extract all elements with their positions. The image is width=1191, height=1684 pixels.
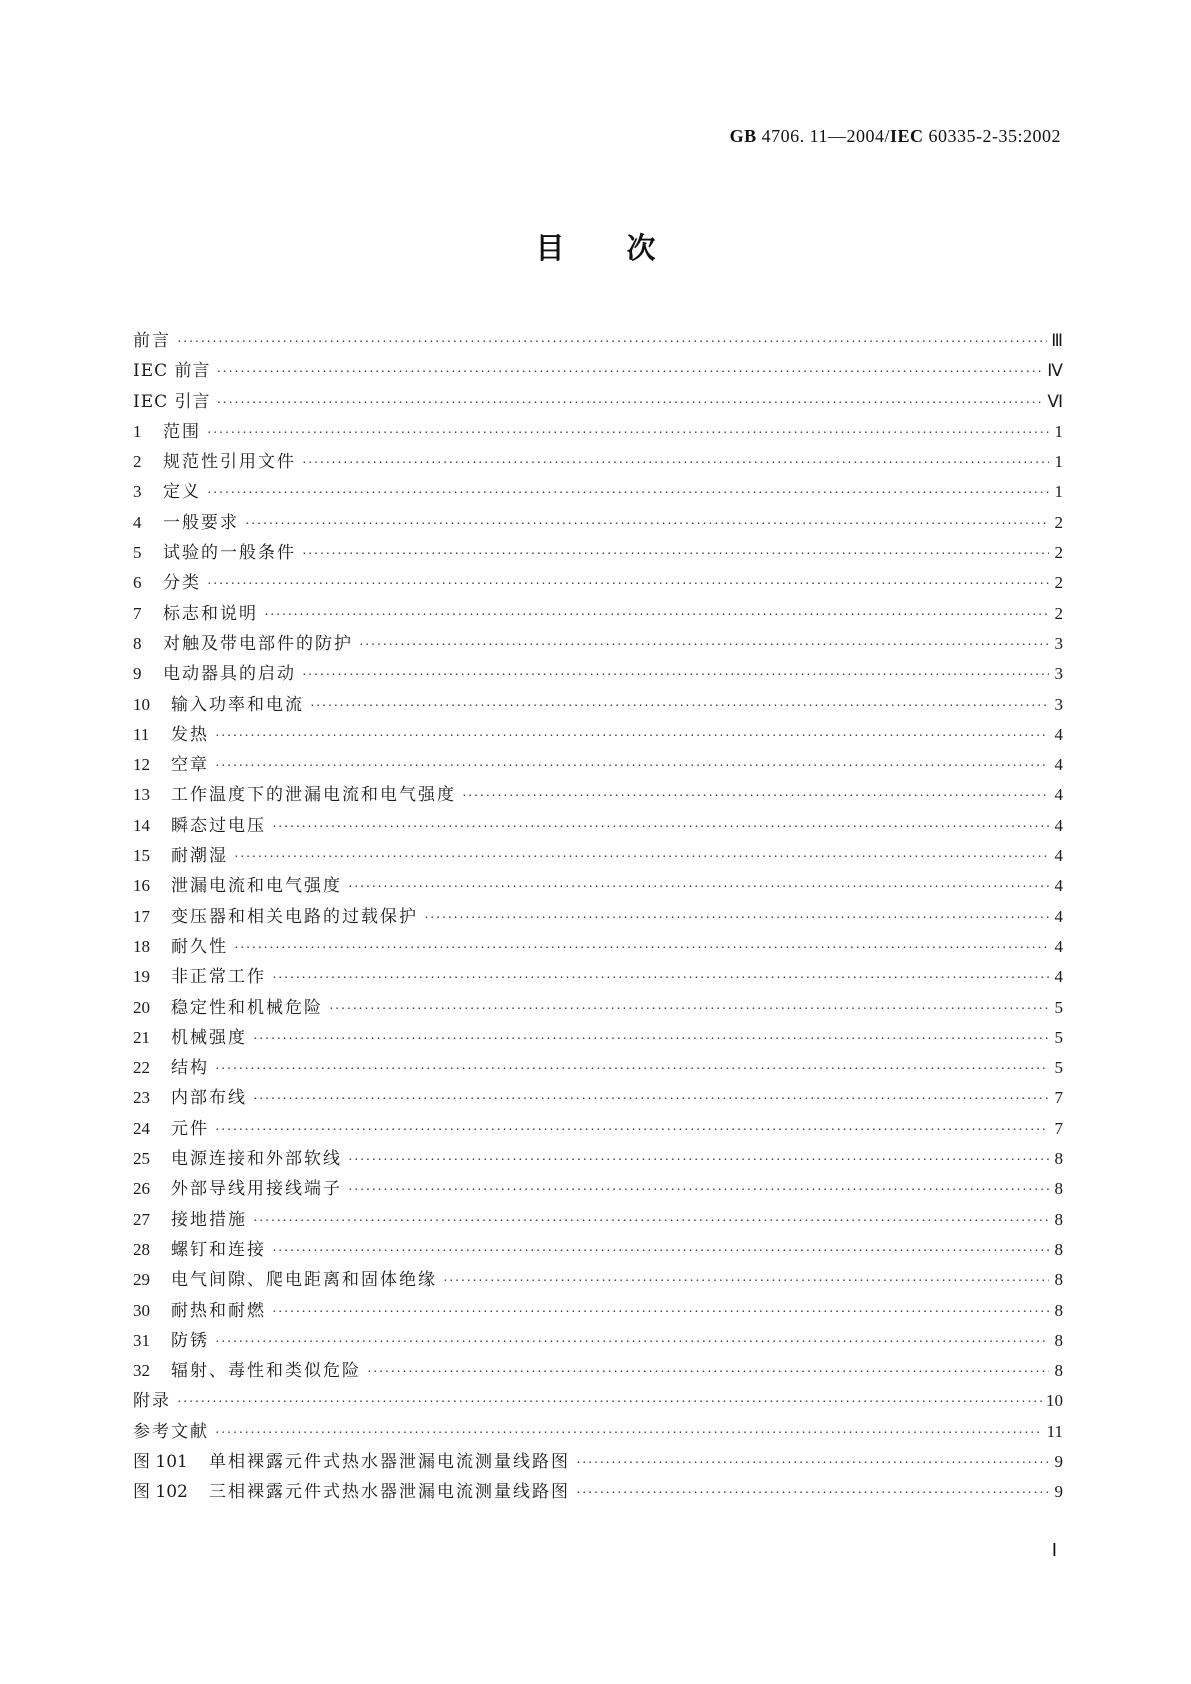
toc-page-number: 4 (1054, 724, 1063, 744)
toc-entry[interactable] (133, 871, 1063, 901)
toc-entry[interactable] (133, 477, 1063, 507)
toc-page-number: 9 (1054, 1482, 1063, 1502)
toc-page-number: Ⅲ (1051, 331, 1063, 350)
toc-page-number: 8 (1054, 1270, 1063, 1290)
toc-label: 稳定性和机械危险 (171, 997, 323, 1018)
toc-entry[interactable] (133, 447, 1063, 477)
toc-entry[interactable] (133, 932, 1063, 962)
toc-figure-number: 图 102 (133, 1482, 188, 1503)
toc-page-number: 4 (1054, 936, 1063, 956)
toc-leader-dots (359, 631, 1049, 659)
toc-leader-dots (272, 1298, 1049, 1326)
toc-page-number: 4 (1054, 967, 1063, 987)
toc-entry[interactable] (133, 780, 1063, 810)
toc-section-number: 19 (133, 967, 150, 987)
toc-label: 内部布线 (171, 1088, 247, 1109)
toc-page-number: 5 (1054, 1027, 1063, 1047)
toc-leader-dots (272, 964, 1049, 992)
toc-label: 防锈 (171, 1330, 209, 1351)
toc-section-number: 5 (133, 543, 142, 563)
toc-section-number: 32 (133, 1361, 150, 1381)
toc-entry[interactable] (133, 750, 1063, 780)
toc-label: 范围 (163, 421, 201, 442)
toc-label: 耐潮湿 (171, 846, 228, 867)
toc-label: 螺钉和连接 (171, 1239, 266, 1260)
toc-section-number: 25 (133, 1149, 150, 1169)
toc-leader-dots (272, 813, 1049, 841)
toc-section-number: 2 (133, 452, 142, 472)
toc-section-number: 22 (133, 1058, 150, 1078)
toc-figure-number: 图 101 (133, 1451, 188, 1472)
toc-label: 工作温度下的泄漏电流和电气强度 (171, 785, 456, 806)
toc-leader-dots (215, 1328, 1049, 1356)
toc-label: 变压器和相关电路的过载保护 (171, 906, 418, 927)
toc-entry[interactable] (133, 690, 1063, 720)
toc-section-number: 6 (133, 573, 142, 593)
toc-section-number: 16 (133, 876, 150, 896)
toc-section-number: 1 (133, 421, 142, 441)
toc-page-number: 8 (1054, 1300, 1063, 1320)
toc-leader-dots (217, 358, 1044, 386)
toc-leader-dots (576, 1479, 1049, 1507)
toc-page-number: 5 (1054, 997, 1063, 1017)
toc-page-number: 4 (1054, 785, 1063, 805)
toc-label: 参考文献 (133, 1421, 209, 1442)
toc-page-number: 3 (1054, 694, 1063, 714)
toc-label: 一般要求 (163, 512, 239, 533)
toc-section-number: 14 (133, 815, 150, 835)
toc-label: 元件 (171, 1118, 209, 1139)
toc-entry[interactable] (133, 1144, 1063, 1174)
toc-leader-dots (348, 1146, 1049, 1174)
toc-leader-dots (264, 601, 1049, 629)
toc-entry[interactable] (133, 1447, 1063, 1477)
toc-page-number: 4 (1054, 815, 1063, 835)
toc-page-number: 10 (1046, 1391, 1063, 1411)
toc-entry[interactable] (133, 326, 1063, 356)
toc-leader-dots (462, 782, 1049, 810)
page-number: Ⅰ (1051, 1540, 1057, 1560)
toc-leader-dots (253, 1207, 1049, 1235)
toc-page-number: 8 (1054, 1239, 1063, 1259)
toc-page-number: 8 (1054, 1330, 1063, 1350)
toc-section-number: 9 (133, 664, 142, 684)
toc-page-number: 1 (1054, 482, 1063, 502)
toc-section-number: 29 (133, 1270, 150, 1290)
toc-page-number: 8 (1054, 1361, 1063, 1381)
toc-entry[interactable] (133, 568, 1063, 598)
toc-entry[interactable] (133, 629, 1063, 659)
toc-entry[interactable] (133, 508, 1063, 538)
toc-entry[interactable] (133, 387, 1063, 417)
iec-prefix: IEC (889, 126, 924, 146)
toc-page-number: 4 (1054, 755, 1063, 775)
toc-entry[interactable] (133, 1023, 1063, 1053)
toc-entry[interactable] (133, 1235, 1063, 1265)
toc-page-number: 5 (1054, 1058, 1063, 1078)
toc-page-number: 4 (1054, 846, 1063, 866)
toc-page-number: 1 (1054, 421, 1063, 441)
toc-label: IEC 前言 (133, 361, 211, 382)
toc-entry[interactable] (133, 902, 1063, 932)
toc-entry[interactable] (133, 538, 1063, 568)
toc-section-number: 27 (133, 1209, 150, 1229)
toc-label: 标志和说明 (163, 603, 258, 624)
toc-label: 空章 (171, 755, 209, 776)
toc-leader-dots (253, 1085, 1049, 1113)
toc-leader-dots (207, 570, 1049, 598)
toc-page-number: 7 (1054, 1088, 1063, 1108)
toc-entry[interactable] (133, 1083, 1063, 1113)
toc-page-number: 3 (1054, 664, 1063, 684)
toc-page-number: 1 (1054, 452, 1063, 472)
toc-entry[interactable] (133, 962, 1063, 992)
toc-leader-dots (207, 479, 1049, 507)
toc-label: 机械强度 (171, 1027, 247, 1048)
toc-label: 辐射、毒性和类似危险 (171, 1361, 361, 1382)
toc-section-number: 15 (133, 846, 150, 866)
toc-label: 单相裸露元件式热水器泄漏电流测量线路图 (209, 1451, 570, 1472)
toc-page-number: 4 (1054, 876, 1063, 896)
toc-page-number: 11 (1046, 1421, 1063, 1441)
toc-section-number: 18 (133, 936, 150, 956)
toc-label: 前言 (133, 331, 171, 351)
toc-entry[interactable] (133, 841, 1063, 871)
toc-entry[interactable] (133, 417, 1063, 447)
toc-entry[interactable] (133, 811, 1063, 841)
toc-section-number: 10 (133, 694, 150, 714)
toc-page-number: 8 (1054, 1149, 1063, 1169)
gb-number: 4706. 11—2004/ (756, 126, 890, 146)
toc-entry[interactable] (133, 1296, 1063, 1326)
toc-leader-dots (302, 449, 1049, 477)
toc-section-number: 23 (133, 1088, 150, 1108)
toc-page-number: 9 (1054, 1451, 1063, 1471)
toc-entry[interactable] (133, 356, 1063, 386)
toc-label: 结构 (171, 1058, 209, 1079)
toc-label: 瞬态过电压 (171, 815, 266, 836)
toc-leader-dots (234, 843, 1049, 871)
toc-leader-dots (329, 995, 1049, 1023)
toc-section-number: 20 (133, 997, 150, 1017)
toc-leader-dots (348, 1176, 1049, 1204)
toc-label: 耐久性 (171, 936, 228, 957)
toc-section-number: 12 (133, 755, 150, 775)
toc-label: 电动器具的启动 (163, 664, 296, 685)
toc-page-number: 8 (1054, 1179, 1063, 1199)
toc-entry[interactable] (133, 1326, 1063, 1356)
toc-leader-dots (367, 1358, 1049, 1386)
toc-section-number: 21 (133, 1027, 150, 1047)
toc-label: 试验的一般条件 (163, 543, 296, 564)
toc-page-number: 2 (1054, 573, 1063, 593)
toc-section-number: 7 (133, 603, 142, 623)
toc-leader-dots (207, 419, 1049, 447)
toc-label: 非正常工作 (171, 967, 266, 988)
toc-entry[interactable] (133, 1174, 1063, 1204)
toc-leader-dots (245, 510, 1049, 538)
toc-leader-dots (443, 1267, 1049, 1295)
toc-leader-dots (215, 1419, 1043, 1447)
toc-section-number: 26 (133, 1179, 150, 1199)
toc-page-number: 3 (1054, 633, 1063, 653)
toc-entry[interactable] (133, 1386, 1063, 1416)
toc-section-number: 11 (133, 724, 150, 744)
toc-label: 耐热和耐燃 (171, 1300, 266, 1321)
toc-section-number: 3 (133, 482, 142, 502)
toc-page-number: Ⅵ (1047, 391, 1063, 411)
toc-leader-dots (424, 904, 1049, 932)
document-header (730, 126, 1061, 147)
gb-prefix: GB (729, 126, 757, 146)
toc-leader-dots (234, 934, 1049, 962)
toc-entry[interactable] (133, 599, 1063, 629)
toc-leader-dots (302, 661, 1049, 689)
toc-label: 定义 (163, 482, 201, 503)
toc-leader-dots (217, 389, 1044, 417)
toc-section-number: 8 (133, 633, 142, 653)
toc-section-number: 24 (133, 1118, 150, 1138)
toc-page-number: 4 (1054, 906, 1063, 926)
toc-label: 泄漏电流和电气强度 (171, 876, 342, 897)
toc-leader-dots (302, 540, 1049, 568)
toc-label: 接地措施 (171, 1209, 247, 1230)
toc-label: 电气间隙、爬电距离和固体绝缘 (171, 1270, 437, 1291)
toc-label: 三相裸露元件式热水器泄漏电流测量线路图 (209, 1482, 570, 1503)
toc-section-number: 13 (133, 785, 150, 805)
toc-leader-dots (215, 1055, 1049, 1083)
toc-label: 对触及带电部件的防护 (163, 633, 353, 654)
toc-label: 附录 (133, 1391, 171, 1412)
toc-entry[interactable] (133, 1205, 1063, 1235)
toc-label: 输入功率和电流 (171, 694, 304, 715)
table-of-contents (133, 326, 1063, 1508)
toc-label: 发热 (171, 724, 209, 745)
toc-entry[interactable] (133, 1265, 1063, 1295)
toc-leader-dots (215, 1116, 1049, 1144)
toc-leader-dots (348, 873, 1049, 901)
toc-leader-dots (177, 1388, 1042, 1416)
toc-leader-dots (215, 722, 1049, 750)
toc-entry[interactable] (133, 720, 1063, 750)
toc-entry[interactable] (133, 1053, 1063, 1083)
toc-leader-dots (177, 328, 1047, 356)
toc-entry[interactable] (133, 1114, 1063, 1144)
toc-page-number: Ⅳ (1047, 361, 1063, 381)
toc-page-number: 8 (1054, 1209, 1063, 1229)
toc-section-number: 17 (133, 906, 150, 926)
toc-entry[interactable] (133, 659, 1063, 689)
toc-label: 外部导线用接线端子 (171, 1179, 342, 1200)
toc-page-number: 2 (1054, 543, 1063, 563)
toc-page-number: 2 (1054, 512, 1063, 532)
toc-label: IEC 引言 (133, 391, 211, 412)
toc-label: 规范性引用文件 (163, 452, 296, 473)
toc-entry[interactable] (133, 993, 1063, 1023)
toc-entry[interactable] (133, 1417, 1063, 1447)
toc-section-number: 31 (133, 1330, 150, 1350)
page-title: 目次 (535, 231, 718, 265)
iec-number: 60335-2-35:2002 (923, 126, 1061, 146)
toc-page-number: 2 (1054, 603, 1063, 623)
toc-entry[interactable] (133, 1477, 1063, 1507)
toc-label: 分类 (163, 573, 201, 594)
toc-leader-dots (576, 1449, 1049, 1477)
toc-leader-dots (310, 692, 1049, 720)
toc-label: 电源连接和外部软线 (171, 1149, 342, 1170)
toc-leader-dots (272, 1237, 1049, 1265)
toc-section-number: 30 (133, 1300, 150, 1320)
toc-leader-dots (215, 752, 1049, 780)
toc-page-number: 7 (1054, 1118, 1063, 1138)
toc-section-number: 28 (133, 1239, 150, 1259)
toc-leader-dots (253, 1025, 1049, 1053)
toc-section-number: 4 (133, 512, 142, 532)
toc-entry[interactable] (133, 1356, 1063, 1386)
